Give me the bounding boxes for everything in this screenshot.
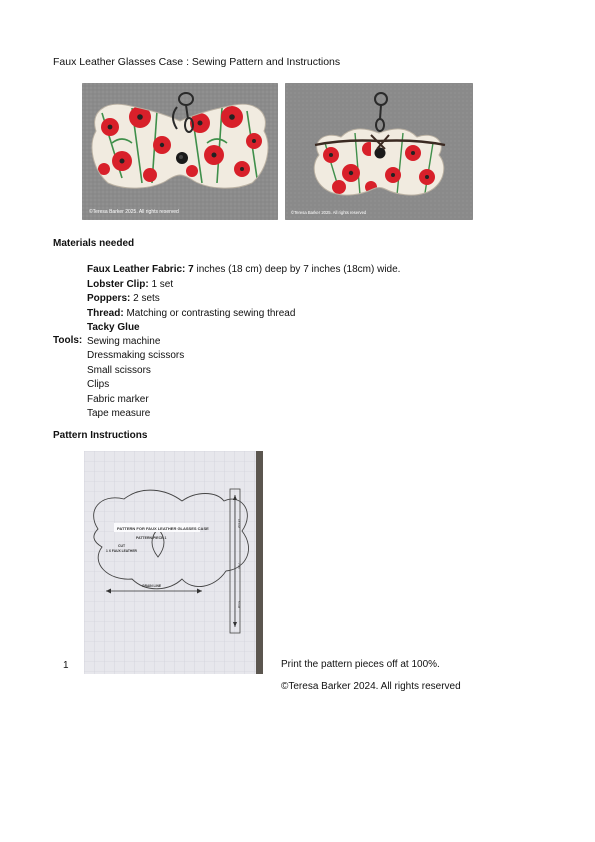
photo-credit: ©Teresa Barker 2025. All rights reserved	[291, 210, 367, 215]
glasses-case-photo-open	[82, 83, 278, 220]
material-item-lobster-clip: Lobster Clip: 1 set	[87, 278, 174, 290]
cut-detail-label: 1 X FAUX LEATHER	[106, 549, 137, 553]
ruler-label-middle: 7 IN	[237, 563, 241, 569]
document-title: Faux Leather Glasses Case : Sewing Pattern and Instructions	[53, 56, 341, 68]
tool-item: Sewing machine	[87, 336, 161, 347]
cut-label: CUT	[118, 544, 126, 548]
photo-credit: ©Teresa Barker 2025. All rights reserved	[89, 209, 179, 215]
pattern-heading: Pattern Instructions	[53, 430, 148, 441]
ruler-label-bottom: 5 CM	[237, 601, 241, 609]
ruler-label-top: 18 CM	[237, 519, 241, 528]
tool-item: Clips	[87, 379, 110, 391]
material-item-thread: Thread: Matching or contrasting sewing thread	[87, 307, 296, 319]
material-item-fabric: Faux Leather Fabric: 7 inches (18 cm) deep by 7 inches (18cm) wide.	[87, 264, 401, 275]
pattern-sheet-illustration	[84, 451, 263, 674]
tool-item: Tape measure	[87, 408, 151, 420]
material-item-glue: Tacky Glue	[87, 322, 140, 334]
pattern-piece-label: PATTERN PIECE 1	[136, 536, 167, 540]
tools-list	[87, 335, 184, 421]
materials-heading: Materials needed	[53, 238, 135, 249]
pattern-sheet-photo	[84, 451, 263, 674]
copyright-notice: ©Teresa Barker 2024. All rights reserved	[281, 681, 461, 692]
materials-list	[87, 263, 400, 336]
tools-label: Tools:	[53, 335, 83, 346]
glasses-case-photo-closed	[285, 83, 473, 220]
pattern-title-label: PATTERN FOR FAUX LEATHER GLASSES CASE	[117, 526, 209, 531]
tool-item: Small scissors	[87, 364, 151, 376]
print-instruction: Print the pattern pieces off at 100%.	[281, 659, 440, 670]
material-item-poppers: Poppers: 2 sets	[87, 293, 160, 305]
glasses-case-open-illustration	[82, 83, 278, 220]
grain-line-label: GRAIN LINE	[142, 584, 162, 588]
tool-item: Dressmaking scissors	[87, 350, 185, 362]
figure-number: 1	[63, 660, 69, 671]
tool-item: Fabric marker	[87, 393, 149, 405]
glasses-case-closed-illustration	[285, 83, 473, 220]
